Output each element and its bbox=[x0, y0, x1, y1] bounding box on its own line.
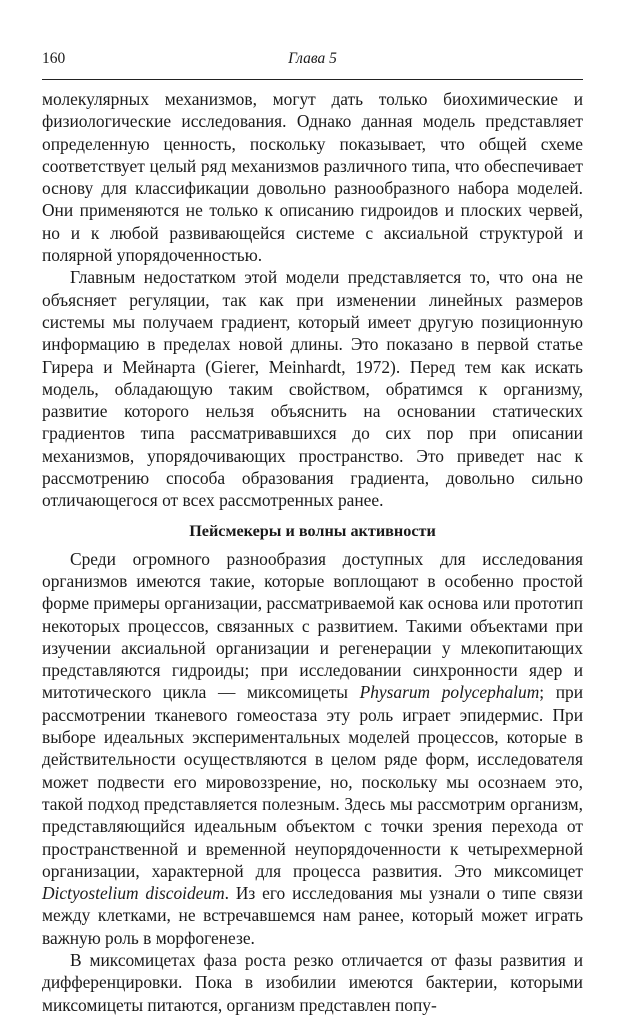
page-body bbox=[42, 88, 583, 1016]
header-rule bbox=[42, 79, 583, 80]
chapter-title: Глава 5 bbox=[288, 50, 337, 67]
paragraph-model-organisms bbox=[42, 548, 583, 949]
page-number: 160 bbox=[42, 50, 66, 67]
text-run: . Из его исследования мы узнали о типе связи между клетками, не встречавшемся нам ранее, который может играть важную роль в морфогенезе. bbox=[42, 883, 583, 948]
section-heading: Пейсмекеры и волны активности bbox=[189, 521, 436, 540]
species-name-physarum: Physarum polycephalum bbox=[359, 682, 540, 703]
running-header bbox=[42, 50, 583, 72]
text-run: ; при рассмотрении тканевого гомеостаза эту роль играет эпидермис. При выборе идеальных экспериментальных моделей процессов, которые в действительности осуществляются в целом ряде форм, исследователя может подвести его мировоззрение, но, поскольку мы осознаем это, такой подход представляется полезным. Здесь мы рассмотрим организм, представляющийся идеальным объектом с точки зрения перехода от пространственной и временной неупорядоченности к четырехмерной организации, характерной для процесса развития. Это миксомицет bbox=[42, 682, 583, 881]
paragraph-continued: молекулярных механизмов, могут дать только биохимические и физиологические исследования. Однако данная модель представляет определенную ценность, поскольку показывает, что общей схеме соответствует целый ряд механизмов различного типа, что обеспечивает основу для классификации довольно разнообразного набора моделей. Они применяются не только к описанию гидроидов и плоских червей, но и к любой развивающейся системе с аксиальной структурой и полярной упорядоченностью. bbox=[42, 89, 583, 266]
paragraph-growth-phase: В миксомицетах фаза роста резко отличается от фазы развития и дифференцировки. Пока в изобилии имеются бактерии, которыми миксомицеты питаются, организм представлен попу- bbox=[42, 949, 583, 1015]
text-run: Среди огромного разнообразия доступных для исследования организмов имеются такие, которые воплощают в особенно простой форме примеры организации, рассматриваемой как основа или прототип некоторых процессов, связанных с развитием. Такими объектами при изучении аксиальной организации и регенерации у млекопитающих представляются гидроиды; при исследовании синхронности ядер и митотического цикла — миксомицеты bbox=[42, 548, 583, 703]
species-name-dictyostelium: Dictyostelium discoideum bbox=[42, 883, 225, 904]
paragraph-model-limitation: Главным недостатком этой модели представляется то, что она не объясняет регуляции, так как при изменении линейных размеров системы мы получаем градиент, который имеет другую позиционную информацию в пределах новой длины. Это показано в первой статье Гирера и Мейнарта (Gierer, Meinhardt, 1972). Перед тем как искать модель, обладающую таким свойством, обратимся к организму, развитие которого нельзя объяснить на основании статических градиентов типа рассматривавшихся до сих пор при описании механизмов, упорядочивающих пространство. Это приведет нас к рассмотрению способа образования градиента, довольно сильно отличающегося от всех рассмотренных ранее. bbox=[42, 267, 583, 511]
